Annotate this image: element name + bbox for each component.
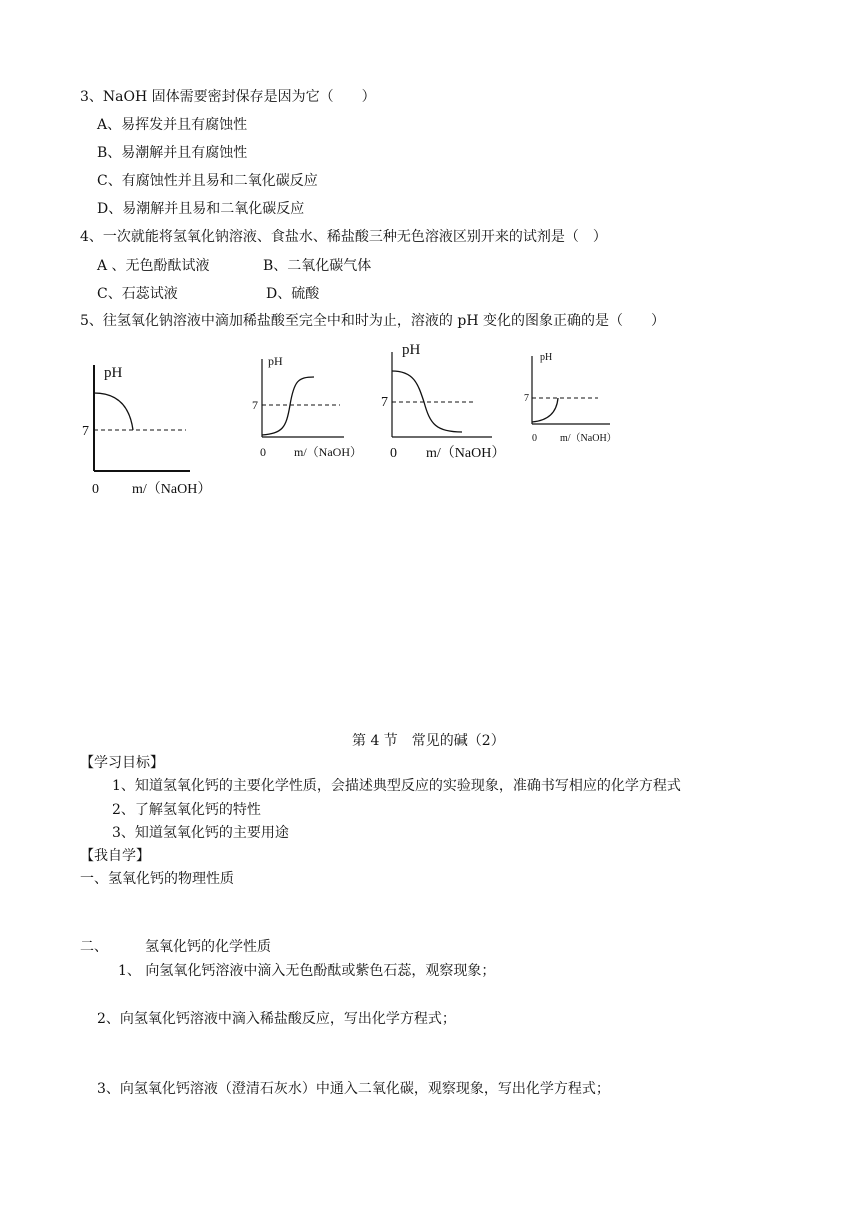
chart-1-curve bbox=[94, 393, 133, 430]
chart-3-ref-label: 7 bbox=[381, 395, 388, 410]
chart-3-xlabel: m/（NaOH） bbox=[426, 446, 506, 461]
chart-2-xlabel: m/（NaOH） bbox=[294, 445, 362, 459]
chart-1 bbox=[80, 355, 230, 500]
item-3: 3、向氢氧化钙溶液（澄清石灰水）中通入二氧化碳，观察现象，写出化学方程式； bbox=[97, 1081, 610, 1097]
chart-3 bbox=[378, 340, 508, 465]
part-2-heading: 氢氧化钙的化学性质 bbox=[145, 939, 271, 955]
question-3-option-b: B、易潮解并且有腐蚀性 bbox=[97, 145, 248, 161]
part-1-heading: 一、氢氧化钙的物理性质 bbox=[80, 871, 234, 887]
chart-1-origin-label: 0 bbox=[92, 482, 99, 497]
item-1: 1、 向氢氧化钙溶液中滴入无色酚酞或紫色石蕊，观察现象； bbox=[118, 963, 496, 979]
chart-4 bbox=[520, 348, 630, 448]
question-4-option-c: C、石蕊试液 bbox=[97, 286, 178, 302]
goal-1: 1、知道氢氧化钙的主要化学性质，会描述典型反应的实验现象，准确书写相应的化学方程式 bbox=[112, 778, 681, 794]
chart-4-ylabel: pH bbox=[540, 352, 553, 363]
chart-1-ylabel: pH bbox=[104, 365, 123, 381]
chart-4-origin-label: 0 bbox=[532, 433, 537, 444]
question-4-option-d: D、硫酸 bbox=[266, 286, 320, 302]
chart-4-ref-label: 7 bbox=[524, 393, 529, 404]
chart-3-origin-label: 0 bbox=[390, 446, 397, 461]
chart-4-xlabel: m/（NaOH） bbox=[560, 433, 617, 444]
question-3-stem: 3、NaOH 固体需要密封保存是因为它（ ） bbox=[80, 89, 376, 105]
chart-3-ylabel: pH bbox=[402, 342, 421, 358]
chart-2-ref-label: 7 bbox=[252, 398, 258, 412]
question-5-stem: 5、往氢氧化钠溶液中滴加稀盐酸至完全中和时为止，溶液的 pH 变化的图象正确的是（ ） bbox=[80, 313, 665, 329]
chart-2-origin-label: 0 bbox=[260, 445, 266, 459]
question-3-option-d: D、易潮解并且易和二氧化碳反应 bbox=[97, 201, 305, 217]
self-study-header: 【我自学】 bbox=[80, 848, 150, 864]
chart-2-curve bbox=[262, 377, 314, 435]
question-3-option-c: C、有腐蚀性并且易和二氧化碳反应 bbox=[97, 173, 318, 189]
goal-2: 2、了解氢氧化钙的特性 bbox=[112, 802, 261, 818]
chart-4-curve bbox=[532, 398, 558, 422]
question-4-option-b: B、二氧化碳气体 bbox=[263, 258, 372, 274]
chart-1-xlabel: m/（NaOH） bbox=[132, 482, 212, 497]
question-3-option-a: A、易挥发并且有腐蚀性 bbox=[97, 117, 248, 133]
part-2-number: 二、 bbox=[80, 939, 108, 955]
chart-1-ref-label: 7 bbox=[82, 424, 89, 439]
question-4-option-a: A 、无色酚酞试液 bbox=[97, 258, 210, 274]
chart-2-ylabel: pH bbox=[268, 354, 283, 368]
item-2: 2、向氢氧化钙溶液中滴入稀盐酸反应，写出化学方程式； bbox=[97, 1011, 456, 1027]
goal-3: 3、知道氢氧化钙的主要用途 bbox=[112, 825, 289, 841]
chart-2 bbox=[250, 345, 370, 465]
goals-header: 【学习目标】 bbox=[80, 755, 164, 771]
question-4-stem: 4、一次就能将氢氧化钠溶液、食盐水、稀盐酸三种无色溶液区别开来的试剂是（ ） bbox=[80, 229, 607, 245]
section-title: 第 4 节 常见的碱（2） bbox=[352, 733, 505, 749]
